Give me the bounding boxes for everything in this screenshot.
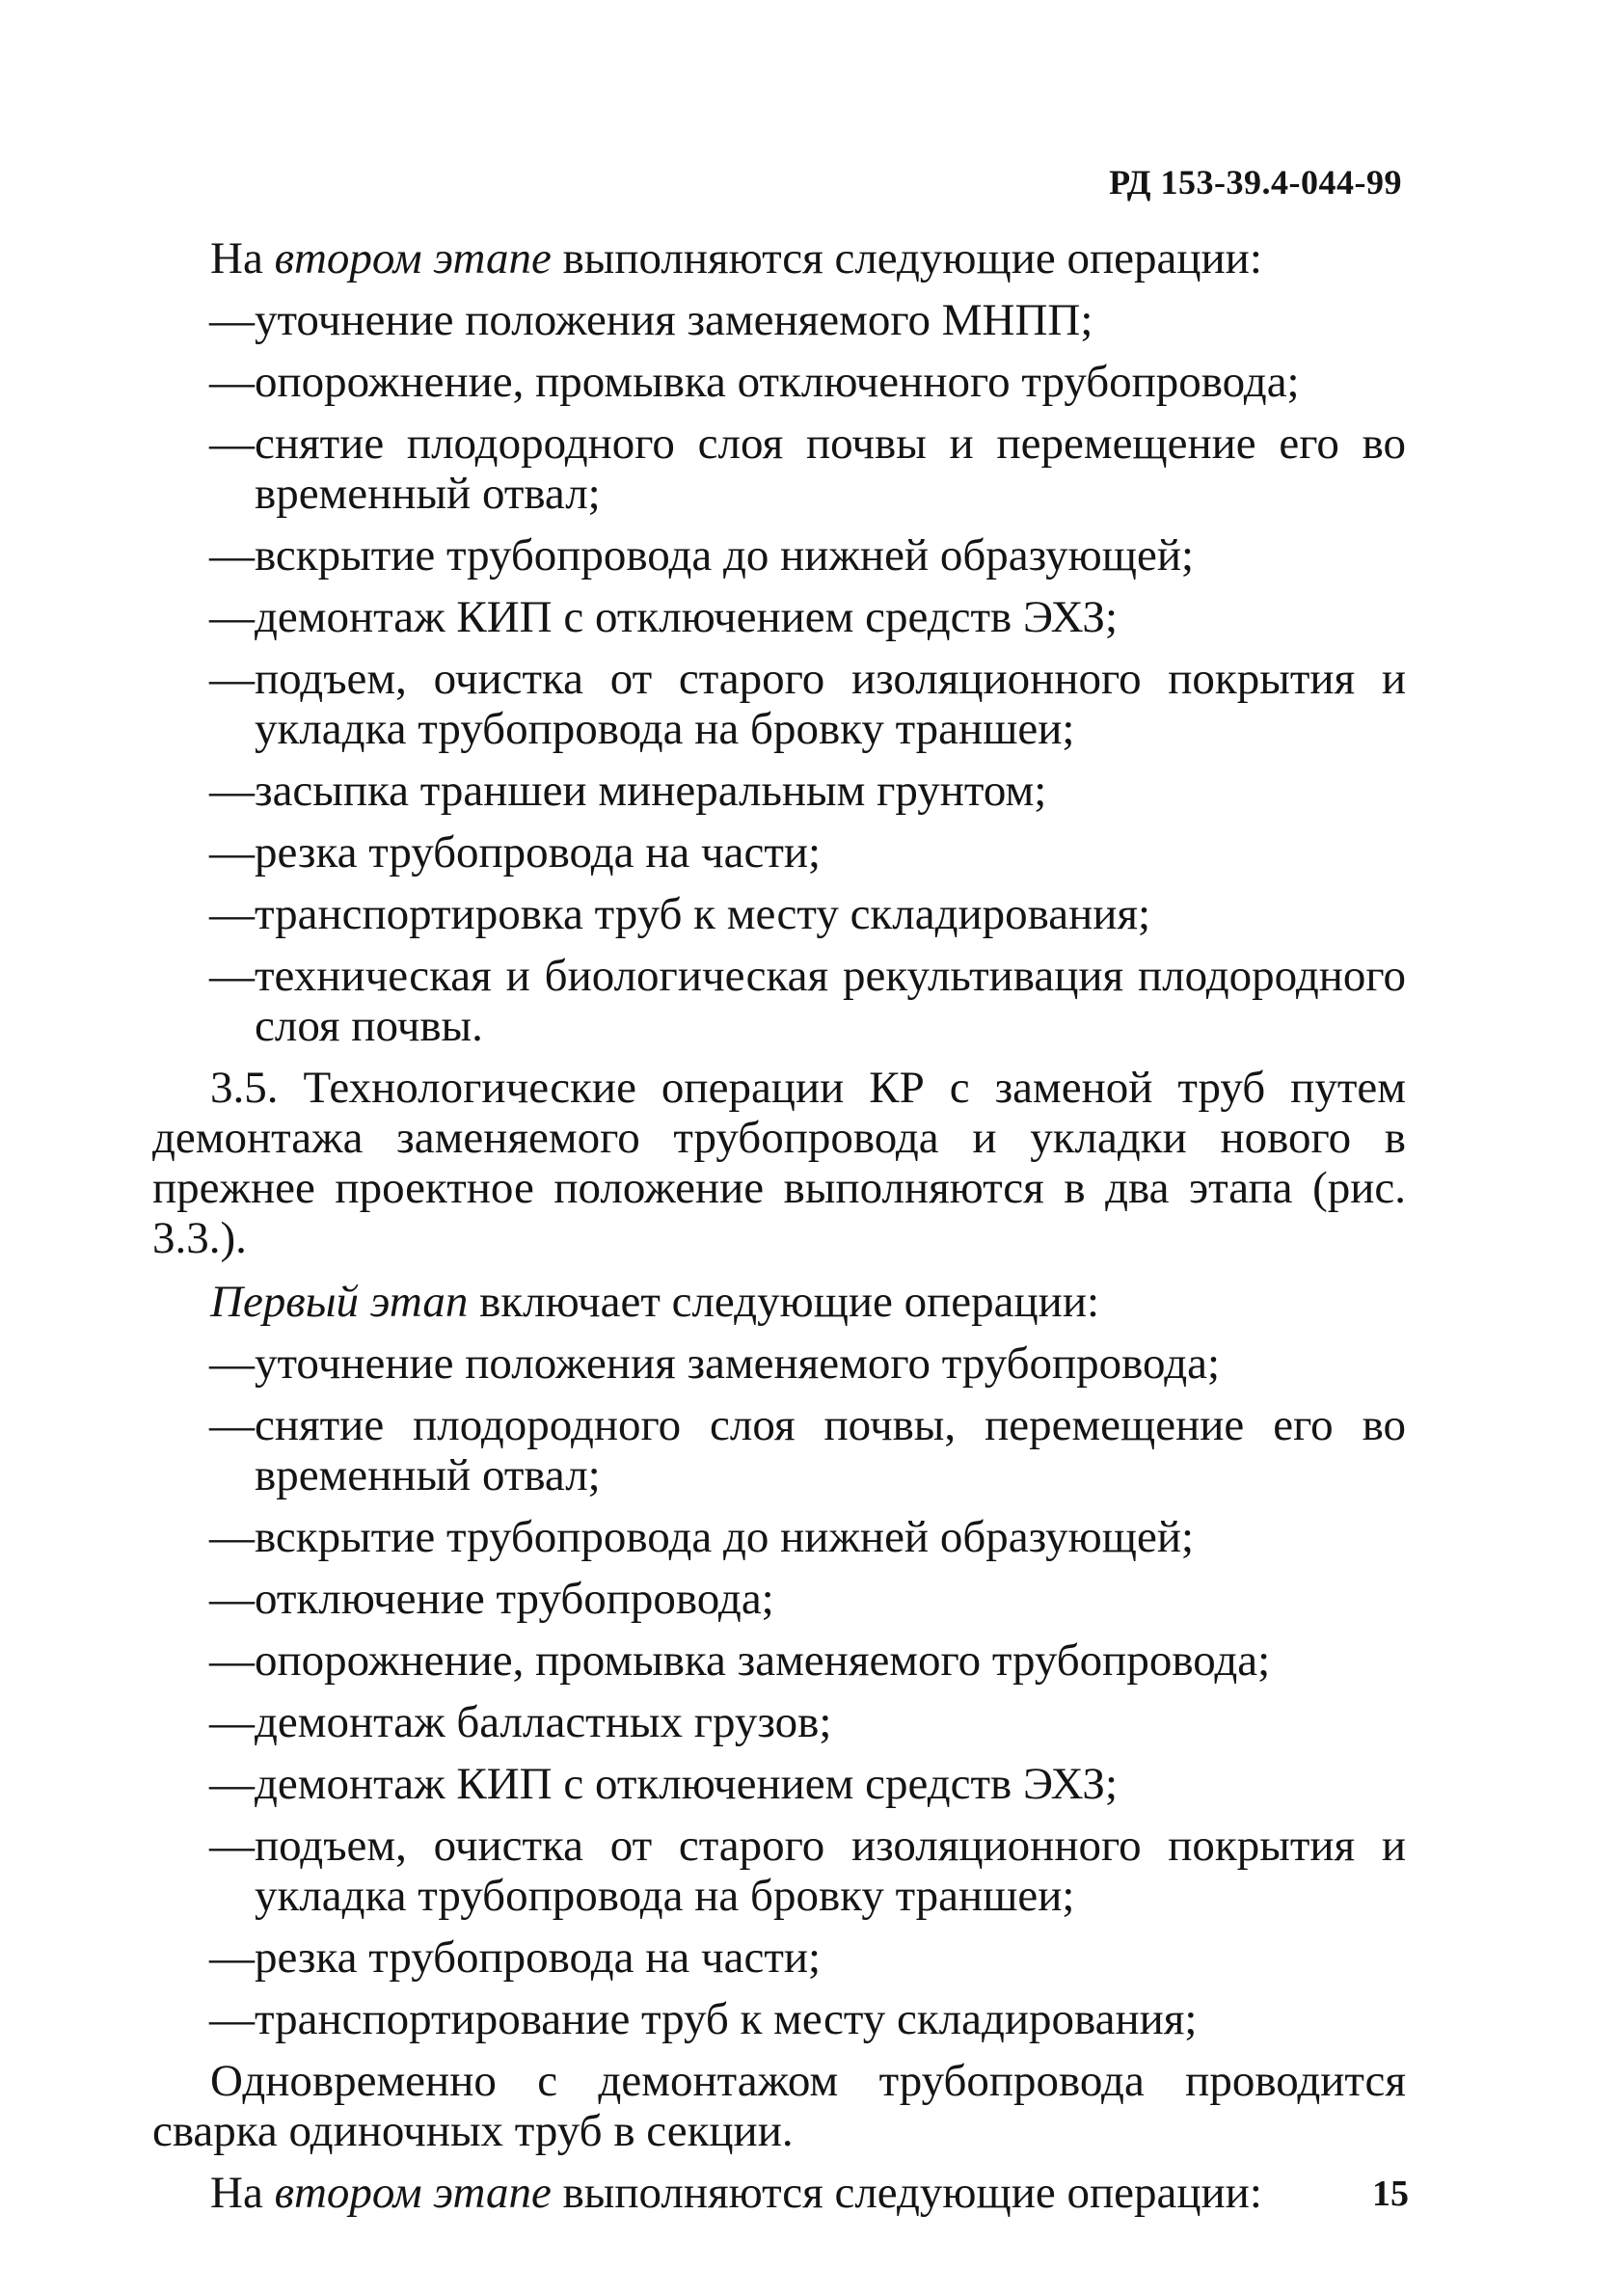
list-item (152, 889, 1406, 939)
list-item-text: подъем, очистка от старого изоляционного покрытия и укладка трубопровода на бровку траншеи; (255, 654, 1406, 754)
stage1-operations-list (152, 1338, 1406, 2044)
list-item-text: снятие плодородного слоя почвы и перемещение его во временный отвал; (255, 419, 1406, 519)
list-item (152, 1821, 1406, 1921)
stage2-intro (152, 233, 1406, 284)
list-dash: — (209, 592, 255, 642)
list-dash: — (209, 1759, 255, 1809)
stage2-intro-repeat-emphasis: втором этапе (274, 2168, 552, 2218)
list-item (152, 1574, 1406, 1624)
list-dash: — (209, 1635, 255, 1686)
list-item (152, 1635, 1406, 1686)
list-item-text: подъем, очистка от старого изоляционного покрытия и укладка трубопровода на бровку траншеи; (255, 1821, 1406, 1921)
list-item (152, 592, 1406, 642)
list-item-text: демонтаж КИП с отключением средств ЭХЗ; (255, 1759, 1119, 1809)
list-item-text: опорожнение, промывка заменяемого трубопровода; (255, 1635, 1271, 1686)
section-3-5-paragraph: 3.5. Технологические операции КР с заменой труб путем демонтажа заменяемого трубопровода и укладки нового в прежнее проектное положение выполняются в два этапа (рис. 3.3.). (152, 1063, 1406, 1263)
list-item-text: транспортирование труб к месту складирования; (255, 1994, 1198, 2044)
list-item-text: демонтаж КИП с отключением средств ЭХЗ; (255, 592, 1119, 642)
stage1-intro-suffix: включает следующие операции: (468, 1277, 1100, 1327)
stage2-intro-prefix: На (210, 233, 275, 284)
list-item-text: засыпка траншеи минеральным грунтом; (255, 766, 1047, 816)
list-item (152, 827, 1406, 878)
list-dash: — (209, 889, 255, 939)
list-item (152, 951, 1406, 1051)
list-dash: — (209, 766, 255, 816)
list-item-text: снятие плодородного слоя почвы, перемещение его во временный отвал; (255, 1400, 1406, 1500)
stage2-intro-repeat (152, 2168, 1406, 2218)
list-item-text: демонтаж балластных грузов; (255, 1697, 832, 1747)
list-dash: — (209, 357, 255, 407)
list-item (152, 1932, 1406, 1983)
list-item (152, 530, 1406, 581)
list-item (152, 1338, 1406, 1389)
stage2-operations-list (152, 295, 1406, 1051)
list-item (152, 1512, 1406, 1562)
list-dash: — (209, 1338, 255, 1389)
list-dash: — (209, 654, 255, 704)
list-item-text: опорожнение, промывка отключенного трубопровода; (255, 357, 1300, 407)
document-code: РД 153-39.4-044-99 (1109, 163, 1402, 202)
stage2-intro-emphasis: втором этапе (274, 233, 552, 284)
stage1-intro (152, 1277, 1406, 1327)
list-item (152, 654, 1406, 754)
list-dash: — (209, 827, 255, 878)
list-dash: — (209, 419, 255, 469)
list-item-text: вскрытие трубопровода до нижней образующей; (255, 530, 1195, 581)
list-item-text: резка трубопровода на части; (255, 1932, 822, 1983)
stage2-intro-suffix: выполняются следующие операции: (551, 233, 1262, 284)
list-item (152, 1994, 1406, 2044)
list-dash: — (209, 1932, 255, 1983)
stage1-intro-emphasis: Первый этап (210, 1277, 469, 1327)
list-dash: — (209, 1821, 255, 1871)
list-dash: — (209, 1512, 255, 1562)
page-number: 15 (1372, 2174, 1409, 2214)
body-text (152, 233, 1406, 2229)
list-item-text: вскрытие трубопровода до нижней образующей; (255, 1512, 1195, 1562)
list-item (152, 1697, 1406, 1747)
list-item-text: отключение трубопровода; (255, 1574, 774, 1624)
list-item (152, 766, 1406, 816)
list-item-text: уточнение положения заменяемого МНПП; (255, 295, 1093, 345)
list-dash: — (209, 1697, 255, 1747)
list-item-text: техническая и биологическая рекультивация плодородного слоя почвы. (255, 951, 1406, 1051)
list-item-text: транспортировка труб к месту складирования; (255, 889, 1151, 939)
list-item (152, 357, 1406, 407)
list-dash: — (209, 1574, 255, 1624)
list-item-text: резка трубопровода на части; (255, 827, 822, 878)
list-dash: — (209, 530, 255, 581)
list-item (152, 1400, 1406, 1500)
stage2-intro-repeat-prefix: На (210, 2168, 275, 2218)
list-dash: — (209, 951, 255, 1001)
stage2-intro-repeat-suffix: выполняются следующие операции: (551, 2168, 1262, 2218)
list-item (152, 419, 1406, 519)
list-dash: — (209, 1400, 255, 1450)
list-dash: — (209, 295, 255, 345)
list-dash: — (209, 1994, 255, 2044)
welding-note-paragraph: Одновременно с демонтажом трубопровода проводится сварка одиночных труб в секции. (152, 2056, 1406, 2156)
list-item (152, 1759, 1406, 1809)
list-item-text: уточнение положения заменяемого трубопровода; (255, 1338, 1221, 1389)
list-item (152, 295, 1406, 345)
